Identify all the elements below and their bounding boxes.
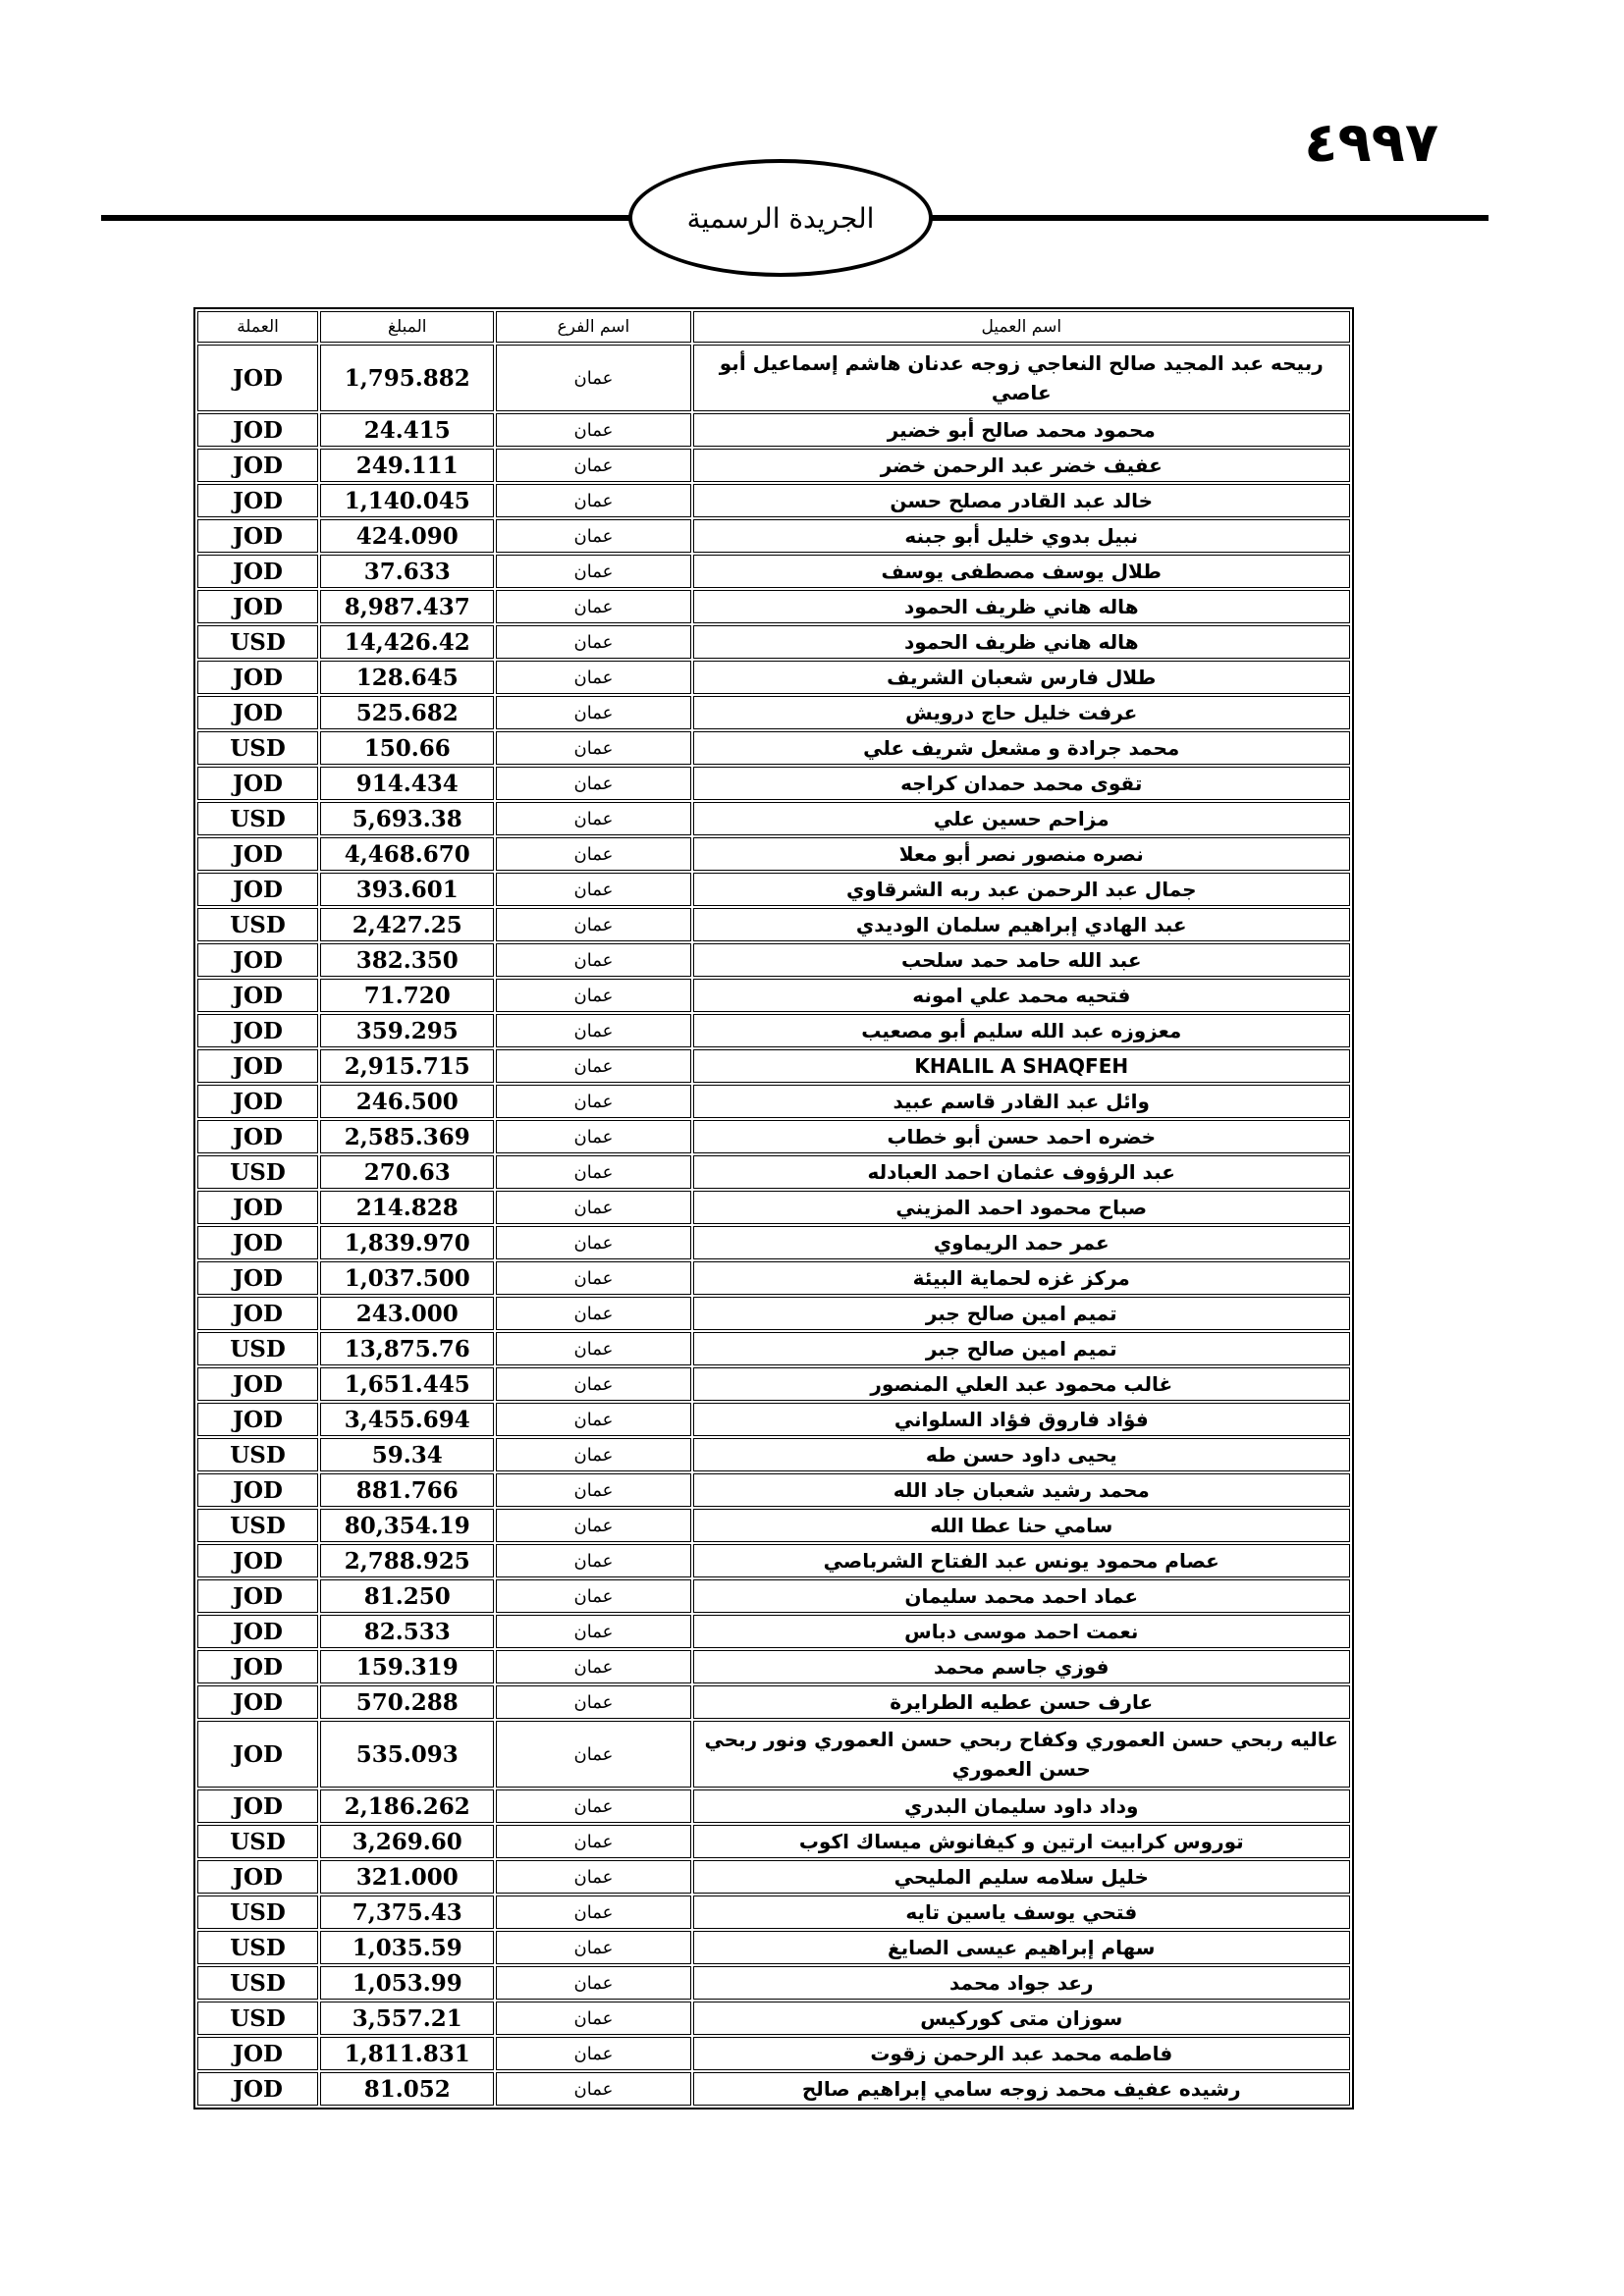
branch-cell: عمان	[496, 1155, 690, 1189]
table-row	[197, 1367, 1350, 1401]
amount-cell: 881.766	[320, 1473, 494, 1507]
client-name-cell: نبيل بدوي خليل أبو جبنه	[693, 519, 1351, 553]
client-name-cell: خليل سلامه سليم المليحي	[693, 1860, 1351, 1894]
currency-cell: JOD	[197, 555, 318, 588]
client-name-cell: فؤاد فاروق فؤاد السلواني	[693, 1403, 1351, 1436]
branch-cell: عمان	[496, 1049, 690, 1083]
table-row	[197, 484, 1350, 517]
amount-cell: 321.000	[320, 1860, 494, 1894]
table-row	[197, 873, 1350, 906]
currency-cell: JOD	[197, 1297, 318, 1330]
amount-cell: 71.720	[320, 979, 494, 1012]
header-currency: العملة	[197, 311, 318, 343]
accounts-table	[193, 307, 1354, 2109]
client-name-cell: غالب محمود عبد العلي المنصور	[693, 1367, 1351, 1401]
currency-cell: USD	[197, 2002, 318, 2035]
branch-cell: عمان	[496, 1789, 690, 1823]
currency-cell: JOD	[197, 1685, 318, 1719]
currency-cell: JOD	[197, 1085, 318, 1118]
amount-cell: 214.828	[320, 1191, 494, 1224]
table-row	[197, 979, 1350, 1012]
currency-cell: JOD	[197, 345, 318, 411]
amount-cell: 7,375.43	[320, 1896, 494, 1929]
client-name-cell: هاله هاني ظريف الحمود	[693, 625, 1351, 659]
table-row	[197, 1226, 1350, 1259]
branch-cell: عمان	[496, 802, 690, 835]
branch-cell: عمان	[496, 2002, 690, 2035]
client-name-cell: وداد داود سليمان البدري	[693, 1789, 1351, 1823]
amount-cell: 159.319	[320, 1650, 494, 1683]
currency-cell: JOD	[197, 837, 318, 871]
table-row	[197, 1155, 1350, 1189]
table-body	[197, 345, 1350, 2106]
currency-cell: JOD	[197, 1579, 318, 1613]
currency-cell: JOD	[197, 590, 318, 623]
client-name-cell: فوزي جاسم محمد	[693, 1650, 1351, 1683]
currency-cell: USD	[197, 1896, 318, 1929]
client-name-cell: عماد احمد محمد سليمان	[693, 1579, 1351, 1613]
branch-cell: عمان	[496, 1579, 690, 1613]
client-name-cell: خضره احمد حسن أبو خطاب	[693, 1120, 1351, 1153]
amount-cell: 14,426.42	[320, 625, 494, 659]
branch-cell: عمان	[496, 590, 690, 623]
amount-cell: 2,585.369	[320, 1120, 494, 1153]
branch-cell: عمان	[496, 484, 690, 517]
client-name-cell: طلال يوسف مصطفى يوسف	[693, 555, 1351, 588]
branch-cell: عمان	[496, 1721, 690, 1788]
currency-cell: JOD	[197, 484, 318, 517]
amount-cell: 8,987.437	[320, 590, 494, 623]
table-row	[197, 1085, 1350, 1118]
currency-cell: USD	[197, 1438, 318, 1471]
client-name-cell: مركز غزه لحماية البيئة	[693, 1261, 1351, 1295]
amount-cell: 270.63	[320, 1155, 494, 1189]
branch-cell: عمان	[496, 943, 690, 977]
currency-cell: JOD	[197, 1403, 318, 1436]
amount-cell: 1,035.59	[320, 1931, 494, 1964]
client-name-cell: رعد جواد محمد	[693, 1966, 1351, 2000]
branch-cell: عمان	[496, 2072, 690, 2106]
amount-cell: 243.000	[320, 1297, 494, 1330]
client-name-cell: محمد جرادة و مشعل شريف علي	[693, 731, 1351, 765]
amount-cell: 2,186.262	[320, 1789, 494, 1823]
header-branch: اسم الفرع	[496, 311, 690, 343]
table-row	[197, 1014, 1350, 1047]
branch-cell: عمان	[496, 661, 690, 694]
table-row	[197, 1191, 1350, 1224]
currency-cell: JOD	[197, 1367, 318, 1401]
branch-cell: عمان	[496, 519, 690, 553]
table-row	[197, 1789, 1350, 1823]
currency-cell: JOD	[197, 449, 318, 482]
table-row	[197, 1860, 1350, 1894]
currency-cell: JOD	[197, 661, 318, 694]
table-row	[197, 1509, 1350, 1542]
amount-cell: 2,788.925	[320, 1544, 494, 1577]
currency-cell: JOD	[197, 1544, 318, 1577]
branch-cell: عمان	[496, 345, 690, 411]
page-number: ٤٩٩٧	[1304, 111, 1438, 175]
client-name-cell: سامي حنا عطا الله	[693, 1509, 1351, 1542]
table-row	[197, 1438, 1350, 1471]
amount-cell: 80,354.19	[320, 1509, 494, 1542]
amount-cell: 3,557.21	[320, 2002, 494, 2035]
branch-cell: عمان	[496, 1226, 690, 1259]
amount-cell: 128.645	[320, 661, 494, 694]
client-name-cell: معزوزه عبد الله سليم أبو مصعيب	[693, 1014, 1351, 1047]
amount-cell: 535.093	[320, 1721, 494, 1788]
amount-cell: 24.415	[320, 413, 494, 447]
table-row	[197, 1473, 1350, 1507]
table-row	[197, 943, 1350, 977]
currency-cell: JOD	[197, 1226, 318, 1259]
branch-cell: عمان	[496, 1473, 690, 1507]
client-name-cell: عصام محمود يونس عبد الفتاح الشرباصي	[693, 1544, 1351, 1577]
table-row	[197, 1049, 1350, 1083]
client-name-cell: جمال عبد الرحمن عبد ربه الشرقاوي	[693, 873, 1351, 906]
branch-cell: عمان	[496, 696, 690, 729]
branch-cell: عمان	[496, 1403, 690, 1436]
branch-cell: عمان	[496, 625, 690, 659]
currency-cell: USD	[197, 1155, 318, 1189]
branch-cell: عمان	[496, 555, 690, 588]
table-row	[197, 908, 1350, 941]
client-name-cell: تميم امين صالح جبر	[693, 1297, 1351, 1330]
amount-cell: 249.111	[320, 449, 494, 482]
amount-cell: 81.052	[320, 2072, 494, 2106]
amount-cell: 1,795.882	[320, 345, 494, 411]
amount-cell: 1,651.445	[320, 1367, 494, 1401]
client-name-cell: عفيف خضر عبد الرحمن خضر	[693, 449, 1351, 482]
client-name-cell: فاطمه محمد عبد الرحمن زقوت	[693, 2037, 1351, 2070]
branch-cell: عمان	[496, 1332, 690, 1365]
client-name-cell: فتحيه محمد علي امونه	[693, 979, 1351, 1012]
table-row	[197, 767, 1350, 800]
header-amount: المبلغ	[320, 311, 494, 343]
branch-cell: عمان	[496, 1860, 690, 1894]
amount-cell: 81.250	[320, 1579, 494, 1613]
branch-cell: عمان	[496, 979, 690, 1012]
table-row	[197, 1966, 1350, 2000]
amount-cell: 1,839.970	[320, 1226, 494, 1259]
currency-cell: USD	[197, 802, 318, 835]
branch-cell: عمان	[496, 413, 690, 447]
table-row	[197, 1261, 1350, 1295]
masthead-oval	[628, 159, 933, 277]
client-name-cell: نصره منصور نصر أبو معلا	[693, 837, 1351, 871]
currency-cell: USD	[197, 1509, 318, 1542]
client-name-cell: يحيى داود حسن طه	[693, 1438, 1351, 1471]
currency-cell: USD	[197, 1825, 318, 1858]
amount-cell: 13,875.76	[320, 1332, 494, 1365]
table-row	[197, 1403, 1350, 1436]
amount-cell: 82.533	[320, 1615, 494, 1648]
currency-cell: JOD	[197, 519, 318, 553]
amount-cell: 4,468.670	[320, 837, 494, 871]
branch-cell: عمان	[496, 767, 690, 800]
branch-cell: عمان	[496, 1650, 690, 1683]
client-name-cell: عاليه ربحي حسن العموري وكفاح ربحي حسن العموري ونور ربحي حسن العموري	[693, 1721, 1351, 1788]
amount-cell: 59.34	[320, 1438, 494, 1471]
amount-cell: 1,053.99	[320, 1966, 494, 2000]
currency-cell: JOD	[197, 2037, 318, 2070]
currency-cell: USD	[197, 1931, 318, 1964]
table-row	[197, 837, 1350, 871]
amount-cell: 525.682	[320, 696, 494, 729]
client-name-cell: نعمت احمد موسى دباس	[693, 1615, 1351, 1648]
branch-cell: عمان	[496, 1509, 690, 1542]
currency-cell: USD	[197, 625, 318, 659]
amount-cell: 393.601	[320, 873, 494, 906]
client-name-cell: وائل عبد القادر قاسم عبيد	[693, 1085, 1351, 1118]
currency-cell: USD	[197, 731, 318, 765]
client-name-cell: عمر حمد الريماوي	[693, 1226, 1351, 1259]
client-name-cell: عبد الله حامد حمد سلحب	[693, 943, 1351, 977]
branch-cell: عمان	[496, 1966, 690, 2000]
table-row	[197, 1579, 1350, 1613]
currency-cell: JOD	[197, 1120, 318, 1153]
currency-cell: USD	[197, 1332, 318, 1365]
table-row	[197, 1896, 1350, 1929]
amount-cell: 150.66	[320, 731, 494, 765]
table-row	[197, 2002, 1350, 2035]
header-client-name: اسم العميل	[693, 311, 1351, 343]
client-name-cell: سوزان متى كوركيس	[693, 2002, 1351, 2035]
table-row	[197, 2037, 1350, 2070]
branch-cell: عمان	[496, 1685, 690, 1719]
client-name-cell: تميم امين صالح جبر	[693, 1332, 1351, 1365]
journal-title: الجريدة الرسمية	[686, 201, 875, 235]
table-row	[197, 345, 1350, 411]
branch-cell: عمان	[496, 1438, 690, 1471]
table-row	[197, 1825, 1350, 1858]
currency-cell: JOD	[197, 1261, 318, 1295]
client-name-cell: عبد الرؤوف عثمان احمد العبادله	[693, 1155, 1351, 1189]
branch-cell: عمان	[496, 1191, 690, 1224]
currency-cell: JOD	[197, 1721, 318, 1788]
client-name-cell: عبد الهادي إبراهيم سلمان الوديدي	[693, 908, 1351, 941]
amount-cell: 5,693.38	[320, 802, 494, 835]
client-name-cell: صباح محمود احمد المزيني	[693, 1191, 1351, 1224]
branch-cell: عمان	[496, 1085, 690, 1118]
table-row	[197, 1931, 1350, 1964]
currency-cell: JOD	[197, 413, 318, 447]
branch-cell: عمان	[496, 1825, 690, 1858]
currency-cell: JOD	[197, 2072, 318, 2106]
table-row	[197, 1332, 1350, 1365]
client-name-cell: فتحي يوسف ياسين تايه	[693, 1896, 1351, 1929]
table-row	[197, 1544, 1350, 1577]
table-row	[197, 1685, 1350, 1719]
client-name-cell: عارف حسن عطيه الطرايرة	[693, 1685, 1351, 1719]
table-row	[197, 1120, 1350, 1153]
table-row	[197, 1721, 1350, 1788]
amount-cell: 2,915.715	[320, 1049, 494, 1083]
currency-cell: JOD	[197, 979, 318, 1012]
branch-cell: عمان	[496, 1544, 690, 1577]
table-row	[197, 1615, 1350, 1648]
client-name-cell: مزاحم حسين علي	[693, 802, 1351, 835]
currency-cell: JOD	[197, 1473, 318, 1507]
branch-cell: عمان	[496, 731, 690, 765]
client-name-cell: توروس كرابيت ارتين و كيفانوش ميساك اكوب	[693, 1825, 1351, 1858]
amount-cell: 1,037.500	[320, 1261, 494, 1295]
branch-cell: عمان	[496, 1367, 690, 1401]
table-row	[197, 2072, 1350, 2106]
branch-cell: عمان	[496, 837, 690, 871]
table-row	[197, 413, 1350, 447]
amount-cell: 2,427.25	[320, 908, 494, 941]
amount-cell: 359.295	[320, 1014, 494, 1047]
client-name-cell: رشيده عفيف محمد زوجه سامي إبراهيم صالح	[693, 2072, 1351, 2106]
table-row	[197, 519, 1350, 553]
client-name-cell: محمود محمد صالح أبو خضير	[693, 413, 1351, 447]
branch-cell: عمان	[496, 1261, 690, 1295]
table-row	[197, 802, 1350, 835]
branch-cell: عمان	[496, 449, 690, 482]
client-name-cell: عرفت خليل حاج درويش	[693, 696, 1351, 729]
amount-cell: 382.350	[320, 943, 494, 977]
branch-cell: عمان	[496, 1014, 690, 1047]
branch-cell: عمان	[496, 908, 690, 941]
client-name-cell: محمد رشيد شعبان جاد الله	[693, 1473, 1351, 1507]
client-name-cell: طلال فارس شعبان الشريف	[693, 661, 1351, 694]
amount-cell: 914.434	[320, 767, 494, 800]
currency-cell: JOD	[197, 1014, 318, 1047]
branch-cell: عمان	[496, 873, 690, 906]
currency-cell: JOD	[197, 1789, 318, 1823]
client-name-cell: سهام إبراهيم عيسى الصايغ	[693, 1931, 1351, 1964]
currency-cell: JOD	[197, 1860, 318, 1894]
currency-cell: JOD	[197, 1191, 318, 1224]
client-name-cell: ربيحه عبد المجيد صالح النعاجي زوجه عدنان هاشم إسماعيل أبو عاصي	[693, 345, 1351, 411]
table-row	[197, 1297, 1350, 1330]
table-row	[197, 1650, 1350, 1683]
currency-cell: JOD	[197, 767, 318, 800]
amount-cell: 424.090	[320, 519, 494, 553]
branch-cell: عمان	[496, 1931, 690, 1964]
amount-cell: 3,269.60	[320, 1825, 494, 1858]
currency-cell: JOD	[197, 696, 318, 729]
table-row	[197, 661, 1350, 694]
client-name-cell: هاله هاني ظريف الحمود	[693, 590, 1351, 623]
branch-cell: عمان	[496, 1615, 690, 1648]
table-header-row	[197, 311, 1350, 343]
amount-cell: 1,811.831	[320, 2037, 494, 2070]
table-row	[197, 696, 1350, 729]
branch-cell: عمان	[496, 1120, 690, 1153]
table-row	[197, 731, 1350, 765]
branch-cell: عمان	[496, 2037, 690, 2070]
amount-cell: 37.633	[320, 555, 494, 588]
currency-cell: JOD	[197, 1615, 318, 1648]
currency-cell: USD	[197, 1966, 318, 2000]
client-name-cell: تقوى محمد حمدان كراجه	[693, 767, 1351, 800]
table-row	[197, 590, 1350, 623]
currency-cell: USD	[197, 908, 318, 941]
table-row	[197, 555, 1350, 588]
branch-cell: عمان	[496, 1896, 690, 1929]
currency-cell: JOD	[197, 1049, 318, 1083]
amount-cell: 570.288	[320, 1685, 494, 1719]
currency-cell: JOD	[197, 873, 318, 906]
branch-cell: عمان	[496, 1297, 690, 1330]
amount-cell: 246.500	[320, 1085, 494, 1118]
currency-cell: JOD	[197, 1650, 318, 1683]
client-name-cell: خالد عبد القادر مصلح حسن	[693, 484, 1351, 517]
amount-cell: 3,455.694	[320, 1403, 494, 1436]
table-row	[197, 625, 1350, 659]
currency-cell: JOD	[197, 943, 318, 977]
client-name-cell: KHALIL A SHAQFEH	[693, 1049, 1351, 1083]
table-row	[197, 449, 1350, 482]
amount-cell: 1,140.045	[320, 484, 494, 517]
